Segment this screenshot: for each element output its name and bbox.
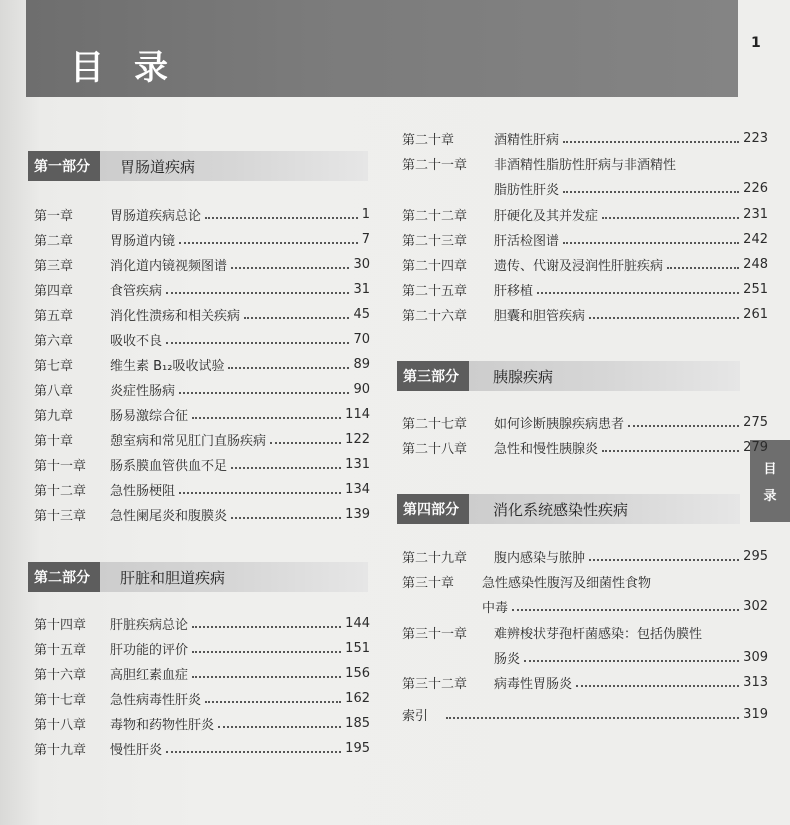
leader-dots [563,190,739,193]
chapter-title: 遗传、代谢及浸润性肝脏疾病 [494,258,664,274]
part-label: 第三部分 [397,361,469,391]
leader-dots [166,291,349,294]
leader-dots [179,391,349,394]
chapter-title-continued: 脂肪性肝炎 [494,182,560,198]
leader-dots [166,750,341,753]
leader-dots [231,516,341,519]
page-ref: 70 [353,331,370,347]
toc-entry[interactable] [34,428,370,450]
toc-entry[interactable] [34,303,370,325]
chapter-title: 维生素 B₁₂吸收试验 [110,358,225,374]
chapter-title: 胃肠道疾病总论 [110,208,202,224]
leader-dots [205,216,358,219]
chapter-number: 第十五章 [34,642,87,658]
page-ref: 231 [743,206,768,222]
leader-dots [228,366,349,369]
leader-dots [244,316,349,319]
chapter-number: 第十六章 [34,667,87,683]
leader-dots [446,716,739,719]
leader-dots [563,241,739,244]
part-title: 消化系统感染性疾病 [493,500,629,519]
chapter-number: 第十四章 [34,617,87,633]
chapter-number: 第六章 [34,333,74,349]
chapter-number: 第二章 [34,233,74,249]
page-number: 1 [751,35,761,51]
leader-dots [589,558,739,561]
toc-entry[interactable] [402,203,768,225]
page-ref: 309 [743,649,768,665]
page-ref: 279 [743,439,768,455]
leader-dots [589,316,739,319]
chapter-title: 慢性肝炎 [110,742,163,758]
chapter-number: 第二十九章 [402,550,468,566]
chapter-number: 第八章 [34,383,74,399]
chapter-title-continued: 中毒 [482,600,509,616]
chapter-number: 第五章 [34,308,74,324]
toc-entry[interactable] [402,570,768,592]
toc-entry[interactable] [34,737,370,759]
leader-dots [192,675,341,678]
leader-dots [512,608,739,611]
page-ref: 185 [345,715,370,731]
leader-dots [218,725,341,728]
toc-entry[interactable] [402,411,768,433]
toc-entry[interactable] [34,353,370,375]
page-ref: 151 [345,640,370,656]
chapter-number: 第三十章 [402,575,455,591]
chapter-number: 第三十二章 [402,676,468,692]
chapter-title-continued: 肠炎 [494,651,521,667]
chapter-number: 第九章 [34,408,74,424]
chapter-number: 第二十四章 [402,258,468,274]
chapter-title: 急性感染性腹泻及细菌性食物 [482,575,652,591]
leader-dots [192,650,341,653]
chapter-title: 病毒性胃肠炎 [494,676,573,692]
leader-dots [179,491,341,494]
leader-dots [667,266,739,269]
leader-dots [563,140,739,143]
leader-dots [602,216,739,219]
page-ref: 122 [345,431,370,447]
page-ref: 319 [743,706,768,722]
header-bar [26,0,738,97]
page-ref: 144 [345,615,370,631]
page-ref: 261 [743,306,768,322]
toc-entry[interactable] [402,545,768,567]
chapter-number: 第二十章 [402,132,455,148]
page-ref: 242 [743,231,768,247]
chapter-title: 难辨梭状芽孢杆菌感染：包括伪膜性 [494,626,703,642]
toc-entry[interactable] [34,687,370,709]
page-ref: 7 [361,231,370,247]
toc-entry[interactable] [34,253,370,275]
chapter-number: 第二十六章 [402,308,468,324]
chapter-number: 第十章 [34,433,74,449]
toc-entry[interactable] [402,253,768,275]
page-ref: 248 [743,256,768,272]
leader-dots [231,466,341,469]
chapter-number: 第十二章 [34,483,87,499]
chapter-number: 第十七章 [34,692,87,708]
part-label: 第一部分 [28,151,100,181]
leader-dots [205,700,341,703]
chapter-number: 第三章 [34,258,74,274]
leader-dots [576,684,739,687]
page-ref: 295 [743,548,768,564]
part-label: 第四部分 [397,494,469,524]
toc-entry[interactable] [34,403,370,425]
chapter-title: 毒物和药物性肝炎 [110,717,215,733]
chapter-number: 第二十五章 [402,283,468,299]
chapter-title: 腹内感染与脓肿 [494,550,586,566]
chapter-number: 第二十一章 [402,157,468,173]
chapter-number: 第四章 [34,283,74,299]
page-ref: 223 [743,130,768,146]
toc-entry[interactable] [34,378,370,400]
toc-entry[interactable] [34,712,370,734]
chapter-title: 胃肠道内镜 [110,233,176,249]
toc-entry[interactable] [34,453,370,475]
chapter-title: 消化道内镜视频图谱 [110,258,228,274]
page-ref: 90 [353,381,370,397]
side-tab-char: 录 [763,489,777,504]
chapter-title: 消化性溃疡和相关疾病 [110,308,241,324]
toc-entry[interactable] [402,303,768,325]
page-ref: 251 [743,281,768,297]
toc-entry[interactable] [34,503,370,525]
chapter-number: 第十九章 [34,742,87,758]
toc-entry[interactable] [34,228,370,250]
chapter-title: 非酒精性脂肪性肝病与非酒精性 [494,157,677,173]
chapter-title: 如何诊断胰腺疾病患者 [494,416,625,432]
chapter-title: 肝硬化及其并发症 [494,208,599,224]
part-3-header [397,361,740,391]
part-title: 胃肠道疾病 [120,157,196,176]
chapter-title: 急性阑尾炎和腹膜炎 [110,508,228,524]
page-ref: 134 [345,481,370,497]
toc-entry[interactable] [402,621,768,643]
part-2-header [28,562,368,592]
part-title: 胰腺疾病 [493,367,554,386]
page-ref: 1 [361,206,370,222]
part-label: 第二部分 [28,562,100,592]
chapter-title: 肝脏疾病总论 [110,617,189,633]
chapter-number: 第十三章 [34,508,87,524]
chapter-title: 肝移植 [494,283,534,299]
chapter-title: 肝活检图谱 [494,233,560,249]
chapter-number: 第三十一章 [402,626,468,642]
leader-dots [628,424,739,427]
toc-entry[interactable] [402,152,768,174]
toc-entry-continuation[interactable] [494,646,768,668]
page-ref: 195 [345,740,370,756]
toc-entry[interactable] [402,671,768,693]
toc-entry[interactable] [34,478,370,500]
toc-entry[interactable] [34,612,370,634]
toc-entry[interactable] [34,328,370,350]
index-label: 索引 [402,708,429,724]
toc-entry[interactable] [402,127,768,149]
toc-entry[interactable] [402,228,768,250]
page-ref: 302 [743,598,768,614]
page-ref: 131 [345,456,370,472]
page-ref: 226 [743,180,768,196]
toc-entry-continuation[interactable] [494,177,768,199]
leader-dots [602,449,739,452]
leader-dots [231,266,349,269]
chapter-title: 高胆红素血症 [110,667,189,683]
chapter-number: 第二十三章 [402,233,468,249]
page-ref: 156 [345,665,370,681]
chapter-title: 肝功能的评价 [110,642,189,658]
leader-dots [192,416,341,419]
toc-entry[interactable] [402,436,768,458]
chapter-title: 炎症性肠病 [110,383,176,399]
page-title: 目录 [70,48,198,88]
chapter-number: 第一章 [34,208,74,224]
page-ref: 275 [743,414,768,430]
leader-dots [270,441,341,444]
chapter-title: 胆囊和胆管疾病 [494,308,586,324]
toc-entry[interactable] [34,662,370,684]
chapter-number: 第二十八章 [402,441,468,457]
part-title: 肝脏和胆道疾病 [120,568,226,587]
page-ref: 114 [345,406,370,422]
toc-entry-continuation[interactable] [482,595,768,617]
part-4-header [397,494,740,524]
leader-dots [192,625,341,628]
toc-entry[interactable] [34,278,370,300]
chapter-title: 急性病毒性肝炎 [110,692,202,708]
leader-dots [524,659,739,662]
toc-entry[interactable] [402,278,768,300]
page-ref: 313 [743,674,768,690]
page-ref: 139 [345,506,370,522]
chapter-title: 食管疾病 [110,283,163,299]
chapter-number: 第十八章 [34,717,87,733]
chapter-title: 酒精性肝病 [494,132,560,148]
chapter-title: 急性和慢性胰腺炎 [494,441,599,457]
chapter-title: 吸收不良 [110,333,163,349]
page-ref: 30 [353,256,370,272]
chapter-title: 肠易激综合征 [110,408,189,424]
toc-entry[interactable] [34,637,370,659]
chapter-number: 第七章 [34,358,74,374]
leader-dots [166,341,349,344]
page-ref: 31 [353,281,370,297]
toc-entry-index[interactable] [402,703,768,725]
side-tab-char: 目 [763,462,777,477]
chapter-number: 第十一章 [34,458,87,474]
page-ref: 162 [345,690,370,706]
leader-dots [537,291,739,294]
part-1-header [28,151,368,181]
page-ref: 45 [353,306,370,322]
leader-dots [179,241,358,244]
chapter-title: 急性肠梗阻 [110,483,176,499]
page-ref: 89 [353,356,370,372]
chapter-title: 肠系膜血管供血不足 [110,458,228,474]
chapter-number: 第二十七章 [402,416,468,432]
chapter-title: 憩室病和常见肛门直肠疾病 [110,433,267,449]
toc-entry[interactable] [34,203,370,225]
chapter-number: 第二十二章 [402,208,468,224]
